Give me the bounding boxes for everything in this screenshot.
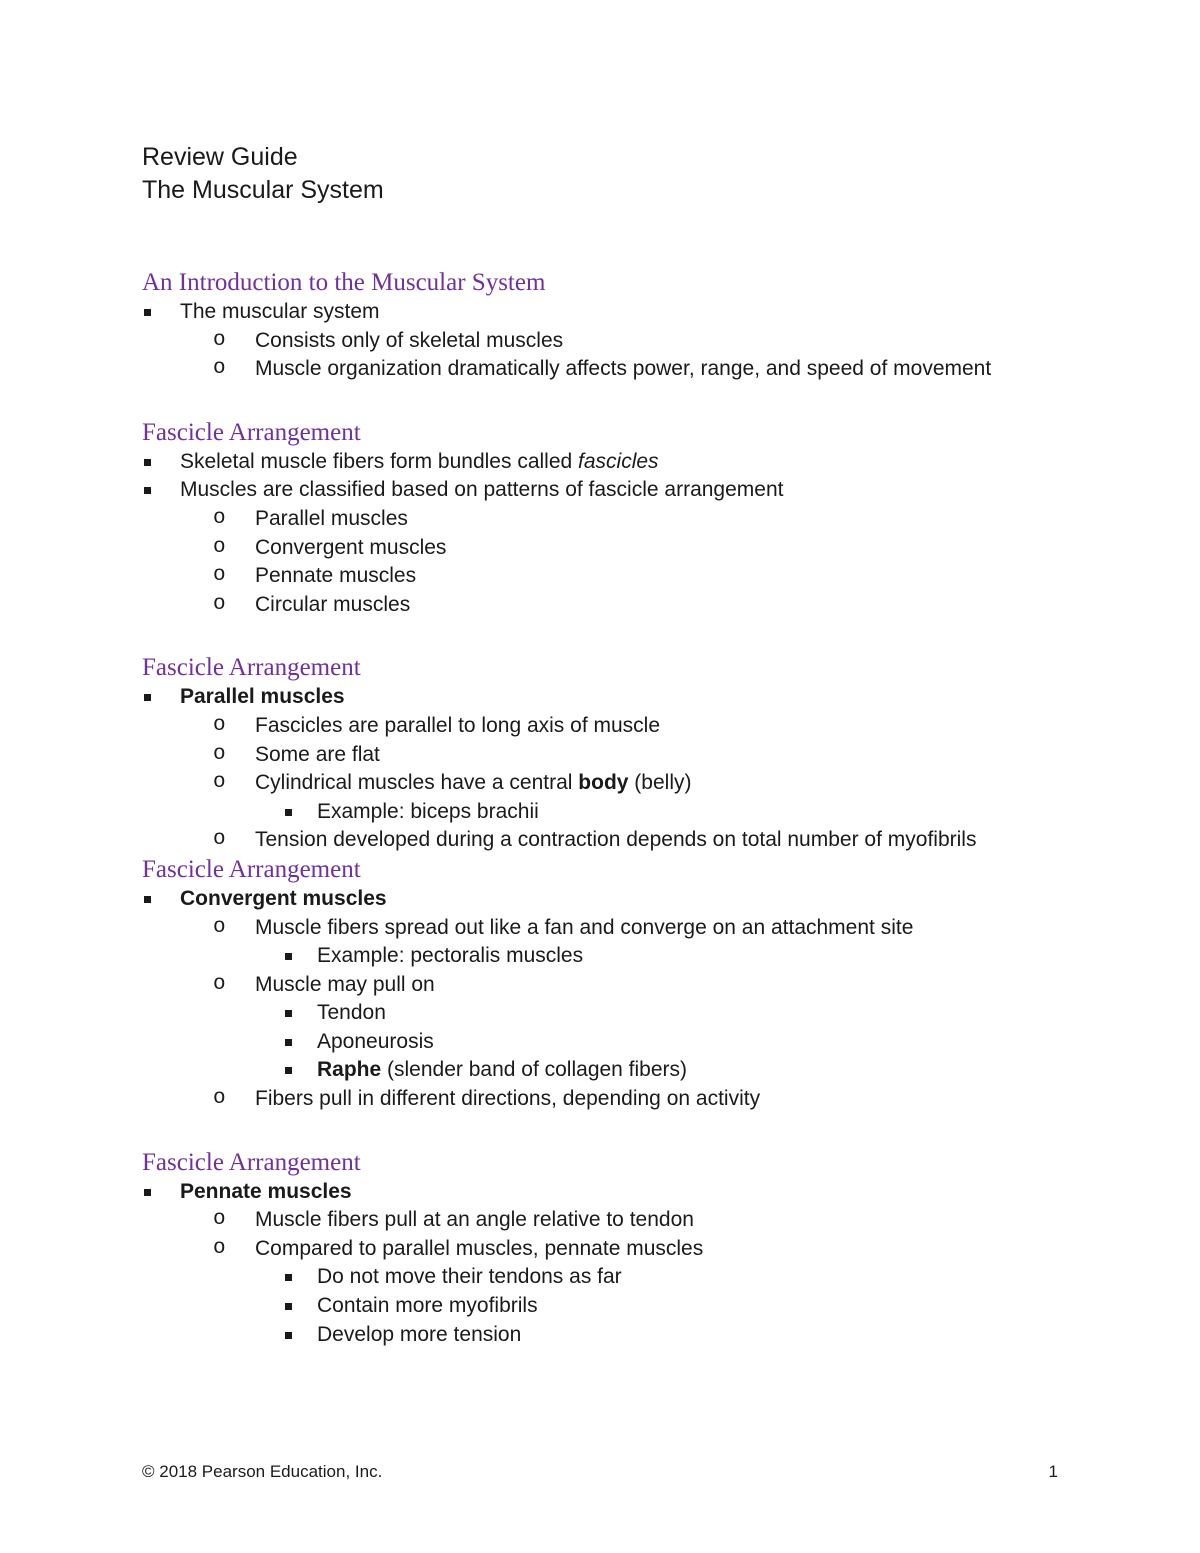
section-0 — [142, 268, 1042, 384]
item-text: Fascicles are parallel to long axis of muscle — [255, 713, 661, 737]
list-item — [142, 1178, 1042, 1207]
list-item — [142, 591, 1042, 620]
item-text: (slender band of collagen fibers) — [381, 1058, 688, 1082]
list-item — [142, 1263, 1042, 1292]
list-item — [142, 562, 1042, 591]
list-item — [142, 769, 1042, 798]
list-item — [142, 1056, 1042, 1085]
circle-bullet-icon: o — [213, 564, 226, 588]
item-text: Contain more myofibrils — [317, 1294, 538, 1318]
circle-bullet-icon: o — [213, 357, 226, 381]
item-text: Muscles are classified based on patterns of fascicle arrangement — [180, 478, 784, 502]
item-text: Muscle may pull on — [255, 972, 435, 996]
item-text: Cylindrical muscles have a central — [255, 771, 579, 795]
square-bullet-icon — [285, 809, 292, 816]
section-heading: Fascicle Arrangement — [142, 418, 361, 446]
list-item — [142, 476, 1042, 505]
item-text: Muscle fibers pull at an angle relative to tendon — [255, 1208, 694, 1232]
item-text: Some are flat — [255, 742, 380, 766]
document-header — [142, 141, 384, 207]
circle-bullet-icon: o — [213, 1087, 226, 1111]
list-item — [142, 1235, 1042, 1264]
list-item — [142, 1206, 1042, 1235]
circle-bullet-icon: o — [213, 742, 226, 766]
list-item — [142, 1085, 1042, 1114]
square-bullet-icon — [144, 1189, 151, 1196]
item-text: Example: pectoralis muscles — [317, 944, 584, 968]
square-bullet-icon — [144, 896, 151, 903]
list-item — [142, 999, 1042, 1028]
section-spacer — [142, 1114, 1042, 1148]
square-bullet-icon — [144, 459, 151, 466]
square-bullet-icon — [144, 487, 151, 494]
item-bold-term: Convergent muscles — [180, 886, 387, 910]
section-heading: Fascicle Arrangement — [142, 1148, 361, 1176]
square-bullet-icon — [285, 1010, 292, 1017]
list-item — [142, 914, 1042, 943]
section-heading: An Introduction to the Muscular System — [142, 269, 546, 296]
list-item — [142, 942, 1042, 971]
circle-bullet-icon: o — [213, 713, 226, 737]
list-item — [142, 1321, 1042, 1350]
square-bullet-icon — [144, 309, 151, 316]
item-text: The muscular system — [180, 300, 380, 323]
item-text: Fibers pull in different directions, depending on activity — [255, 1087, 761, 1111]
item-text: Consists only of skeletal muscles — [255, 328, 564, 352]
item-text: Tension developed during a contraction depends on total number of myofibrils — [255, 828, 977, 852]
item-text: Skeletal muscle fibers form bundles called — [180, 449, 579, 473]
item-text: Do not move their tendons as far — [317, 1265, 622, 1289]
bullet-list — [142, 1178, 1042, 1350]
section-spacer — [142, 384, 1042, 418]
list-item — [142, 798, 1042, 827]
circle-bullet-icon: o — [213, 771, 226, 795]
list-item — [142, 885, 1042, 914]
circle-bullet-icon: o — [213, 506, 226, 530]
circle-bullet-icon: o — [213, 535, 226, 559]
document-body — [142, 268, 1042, 1349]
section-3 — [142, 855, 1042, 1114]
item-text: (belly) — [628, 771, 692, 795]
item-text: Circular muscles — [255, 592, 411, 616]
item-text: Pennate muscles — [255, 564, 417, 588]
list-item — [142, 327, 1042, 356]
section-spacer — [142, 619, 1042, 653]
section-2 — [142, 653, 1042, 855]
item-text: Example: biceps brachii — [317, 799, 539, 823]
bullet-list — [142, 448, 1042, 620]
square-bullet-icon — [285, 1303, 292, 1310]
section-heading: Fascicle Arrangement — [142, 654, 361, 682]
section-1 — [142, 418, 1042, 620]
square-bullet-icon — [285, 1332, 292, 1339]
square-bullet-icon — [285, 1039, 292, 1046]
item-bold-term: Parallel muscles — [180, 685, 345, 709]
list-item — [142, 1028, 1042, 1057]
copyright-notice: © 2018 Pearson Education, Inc. — [142, 1462, 383, 1481]
item-emphasis: fascicles — [578, 449, 659, 473]
list-item — [142, 971, 1042, 1000]
square-bullet-icon — [144, 694, 151, 701]
item-text: Aponeurosis — [317, 1029, 434, 1053]
section-heading: Fascicle Arrangement — [142, 855, 361, 883]
circle-bullet-icon: o — [213, 972, 226, 996]
list-item — [142, 712, 1042, 741]
item-text: Muscle organization dramatically affects power, range, and speed of movement — [255, 357, 992, 381]
circle-bullet-icon: o — [213, 915, 226, 939]
bullet-list — [142, 885, 1042, 1114]
bullet-list — [142, 298, 1042, 384]
page-number: 1 — [1048, 1462, 1058, 1481]
item-text: Tendon — [317, 1001, 386, 1025]
item-bold-term: body — [578, 771, 629, 795]
bullet-list — [142, 683, 1042, 855]
item-text: Parallel muscles — [255, 506, 408, 530]
circle-bullet-icon: o — [213, 828, 226, 852]
list-item — [142, 741, 1042, 770]
item-text: Develop more tension — [317, 1322, 522, 1346]
item-text: Muscle fibers spread out like a fan and converge on an attachment site — [255, 915, 914, 939]
list-item — [142, 826, 1042, 855]
list-item — [142, 534, 1042, 563]
item-text: Convergent muscles — [255, 535, 447, 559]
list-item — [142, 505, 1042, 534]
square-bullet-icon — [285, 1067, 292, 1074]
list-item — [142, 1292, 1042, 1321]
item-bold-term: Raphe — [317, 1058, 382, 1082]
section-4 — [142, 1148, 1042, 1350]
circle-bullet-icon: o — [213, 328, 226, 352]
doc-subtitle: The Muscular System — [142, 176, 384, 204]
circle-bullet-icon: o — [213, 592, 226, 616]
list-item — [142, 355, 1042, 384]
square-bullet-icon — [285, 953, 292, 960]
list-item — [142, 683, 1042, 712]
circle-bullet-icon: o — [213, 1208, 226, 1232]
item-text: Compared to parallel muscles, pennate muscles — [255, 1236, 704, 1260]
circle-bullet-icon: o — [213, 1236, 226, 1260]
square-bullet-icon — [285, 1274, 292, 1281]
list-item — [142, 448, 1042, 477]
list-item — [142, 298, 1042, 327]
doc-title: Review Guide — [142, 143, 298, 171]
item-bold-term: Pennate muscles — [180, 1179, 352, 1203]
